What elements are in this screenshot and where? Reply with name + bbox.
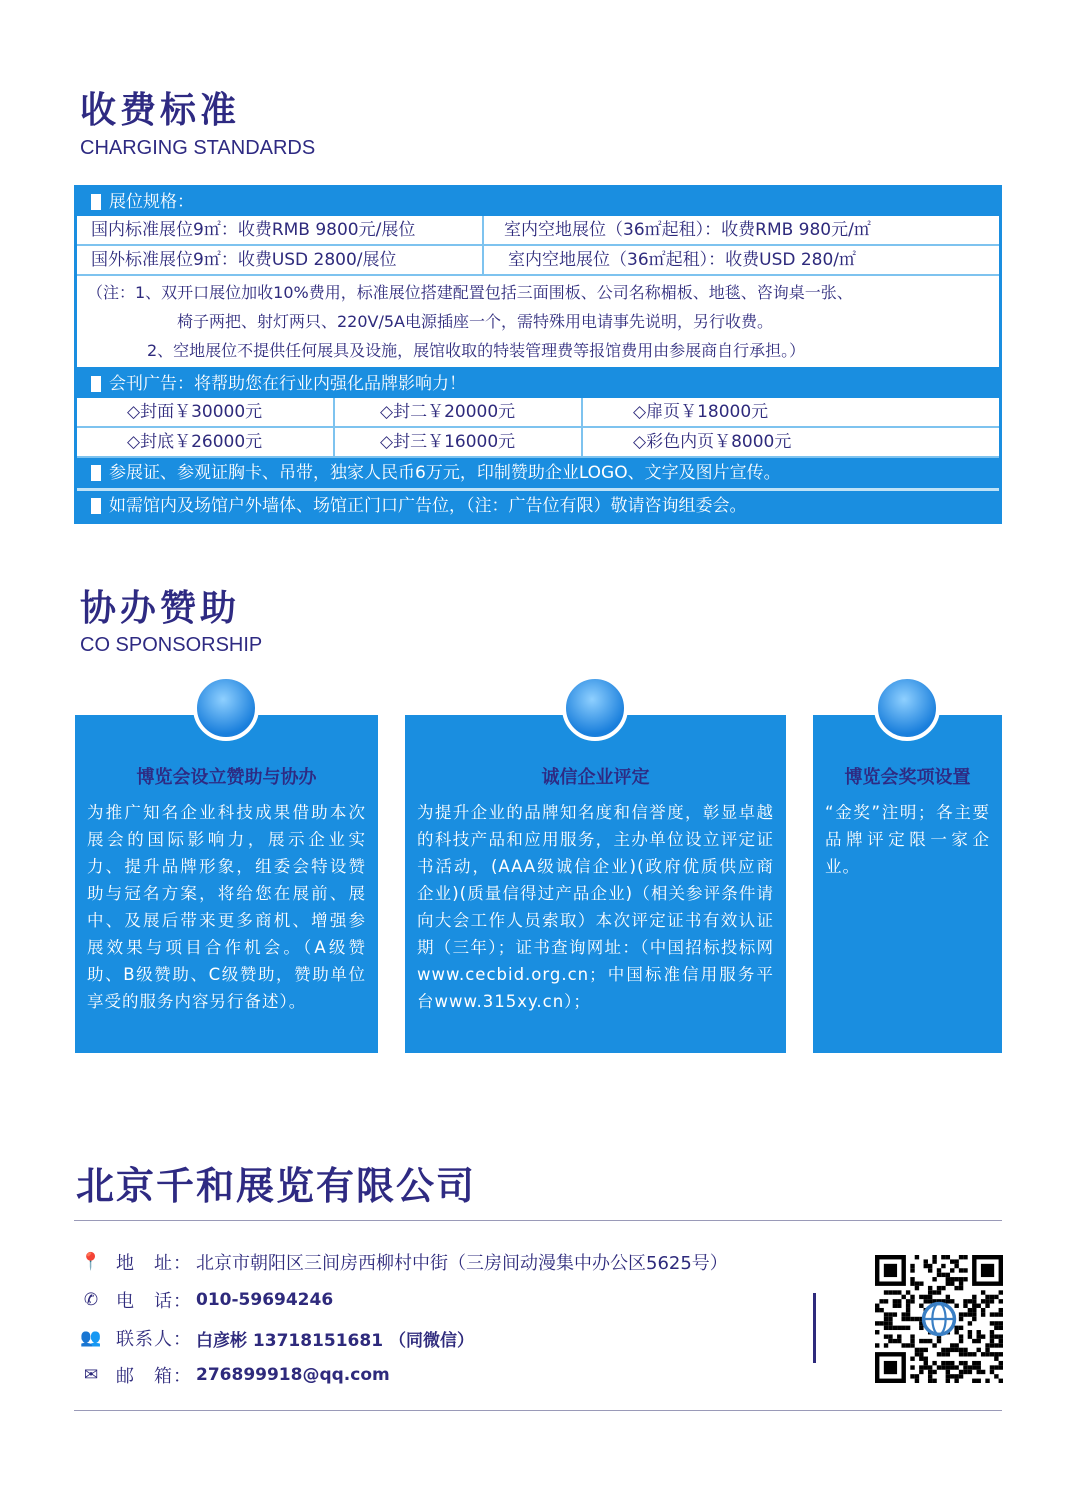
table-row bbox=[77, 428, 999, 458]
contacts-icon: 👥 bbox=[80, 1328, 102, 1348]
sponsor-subtitle: CO SPONSORSHIP bbox=[80, 634, 263, 656]
contact-value: 北京市朝阳区三间房西柳村中街（三房间动漫集中办公区5625号） bbox=[196, 1253, 728, 1274]
phone-icon: ✆ bbox=[83, 1290, 99, 1310]
contact-email bbox=[80, 1362, 390, 1388]
location-pin-icon: 📍 bbox=[80, 1252, 102, 1272]
booth-notes bbox=[77, 276, 999, 367]
table-row bbox=[77, 398, 999, 428]
contact-label: 联系人： bbox=[116, 1329, 192, 1350]
note-line: 椅子两把、射灯两只、220V/5A电源插座一个，需特殊用电请事先说明，另行收费。 bbox=[177, 312, 774, 331]
booth-header bbox=[77, 188, 999, 216]
charging-subtitle: CHARGING STANDARDS bbox=[80, 137, 316, 159]
ad-cell: ◇封底￥26000元 bbox=[77, 428, 335, 456]
booth-cell: 国外标准展位9㎡：收费USD 2800/展位 bbox=[77, 246, 484, 274]
ad-header-label: 会刊广告：将帮助您在行业内强化品牌影响力！ bbox=[109, 374, 466, 394]
contact-label: 邮 箱： bbox=[116, 1366, 192, 1387]
contact-person bbox=[80, 1325, 474, 1351]
booth-cell: 国内标准展位9㎡：收费RMB 9800元/展位 bbox=[77, 216, 484, 244]
contact-label: 电 话： bbox=[116, 1291, 192, 1312]
card-title: 诚信企业评定 bbox=[541, 767, 650, 788]
circle-decoration-icon bbox=[874, 675, 940, 741]
ad-cell: ◇封二￥20000元 bbox=[335, 398, 583, 426]
sponsor-card bbox=[405, 715, 786, 1053]
card-body: 为推广知名企业科技成果借助本次展会的国际影响力，展示企业实力、提升品牌形象，组委会特设赞助与冠名方案，将给您在展前、展中、及展后带来更多商机、增强参展效果与项目合作机会。（A级赞助、B级赞助、C级赞助，赞助单位享受的服务内容另行备述）。 bbox=[87, 803, 366, 1011]
ad-cell: ◇封面￥30000元 bbox=[77, 398, 335, 426]
card-body: 为提升企业的品牌知名度和信誉度，彰显卓越的科技产品和应用服务，主办单位设立评定证书活动，(AAA级诚信企业)(政府优质供应商企业)(质量信得过产品企业)（相关参评条件请向大会工作人员索取）本次评定证书有效认证期（三年）；证书查询网址：（中国招标投标网www.cecbid.org.cn；中国标准信用服务平台www.315xy.cn）； bbox=[417, 803, 774, 1011]
note-line: （注：1、双开口展位加收10%费用，标准展位搭建配置包括三面围板、公司名称楣板、地毯、咨询桌一张、 bbox=[87, 283, 853, 302]
ad-header bbox=[77, 370, 999, 398]
sponsor-title: 协办赞助 bbox=[80, 588, 241, 629]
booth-header-label: 展位规格： bbox=[109, 192, 194, 212]
circle-decoration-icon bbox=[562, 675, 628, 741]
table-row bbox=[77, 246, 999, 276]
circle-decoration-icon bbox=[193, 675, 259, 741]
note-line: 2、空地展位不提供任何展具及设施，展馆收取的特装管理费等报馆费用由参展商自行承担。） bbox=[147, 341, 806, 360]
venue-line-text: 如需馆内及场馆户外墙体、场馆正门口广告位，（注：广告位有限）敬请咨询组委会。 bbox=[109, 496, 747, 516]
qr-code-icon bbox=[875, 1255, 1003, 1383]
sponsor-card bbox=[75, 715, 378, 1053]
divider bbox=[74, 1410, 1002, 1411]
charging-table bbox=[74, 185, 1002, 524]
divider bbox=[74, 1220, 1002, 1221]
booth-cell: 室内空地展位（36㎡起租）：收费USD 280/㎡ bbox=[508, 250, 857, 270]
contact-address bbox=[80, 1249, 728, 1275]
badge-line bbox=[77, 458, 999, 488]
contact-value: 010-59694246 bbox=[196, 1290, 334, 1310]
contact-value: 276899918@qq.com bbox=[196, 1365, 390, 1385]
divider-vertical bbox=[813, 1293, 816, 1363]
badge-line-text: 参展证、参观证胸卡、吊带，独家人民币6万元，印制赞助企业LOGO、文字及图片宣传。 bbox=[109, 463, 781, 483]
table-row bbox=[77, 216, 999, 246]
card-title: 博览会设立赞助与协办 bbox=[136, 767, 317, 788]
contact-label: 地 址： bbox=[116, 1253, 192, 1274]
sponsor-card bbox=[813, 715, 1002, 1053]
contact-value: 白彦彬 13718151681 （同微信） bbox=[196, 1330, 474, 1351]
venue-line bbox=[77, 491, 999, 521]
company-name: 北京千和展览有限公司 bbox=[76, 1164, 477, 1208]
card-title: 博览会奖项设置 bbox=[844, 767, 971, 788]
ad-cell: ◇封三￥16000元 bbox=[335, 428, 583, 456]
booth-cell: 室内空地展位（36㎡起租）：收费RMB 980元/㎡ bbox=[504, 220, 871, 240]
contact-phone bbox=[80, 1287, 333, 1313]
ad-cell: ◇扉页￥18000元 bbox=[633, 402, 769, 422]
charging-title: 收费标准 bbox=[80, 90, 241, 131]
mail-icon: ✉ bbox=[83, 1365, 99, 1385]
card-body: “金奖”注明；各主要品牌评定限一家企业。 bbox=[825, 803, 990, 876]
ad-cell: ◇彩色内页￥8000元 bbox=[633, 432, 792, 452]
